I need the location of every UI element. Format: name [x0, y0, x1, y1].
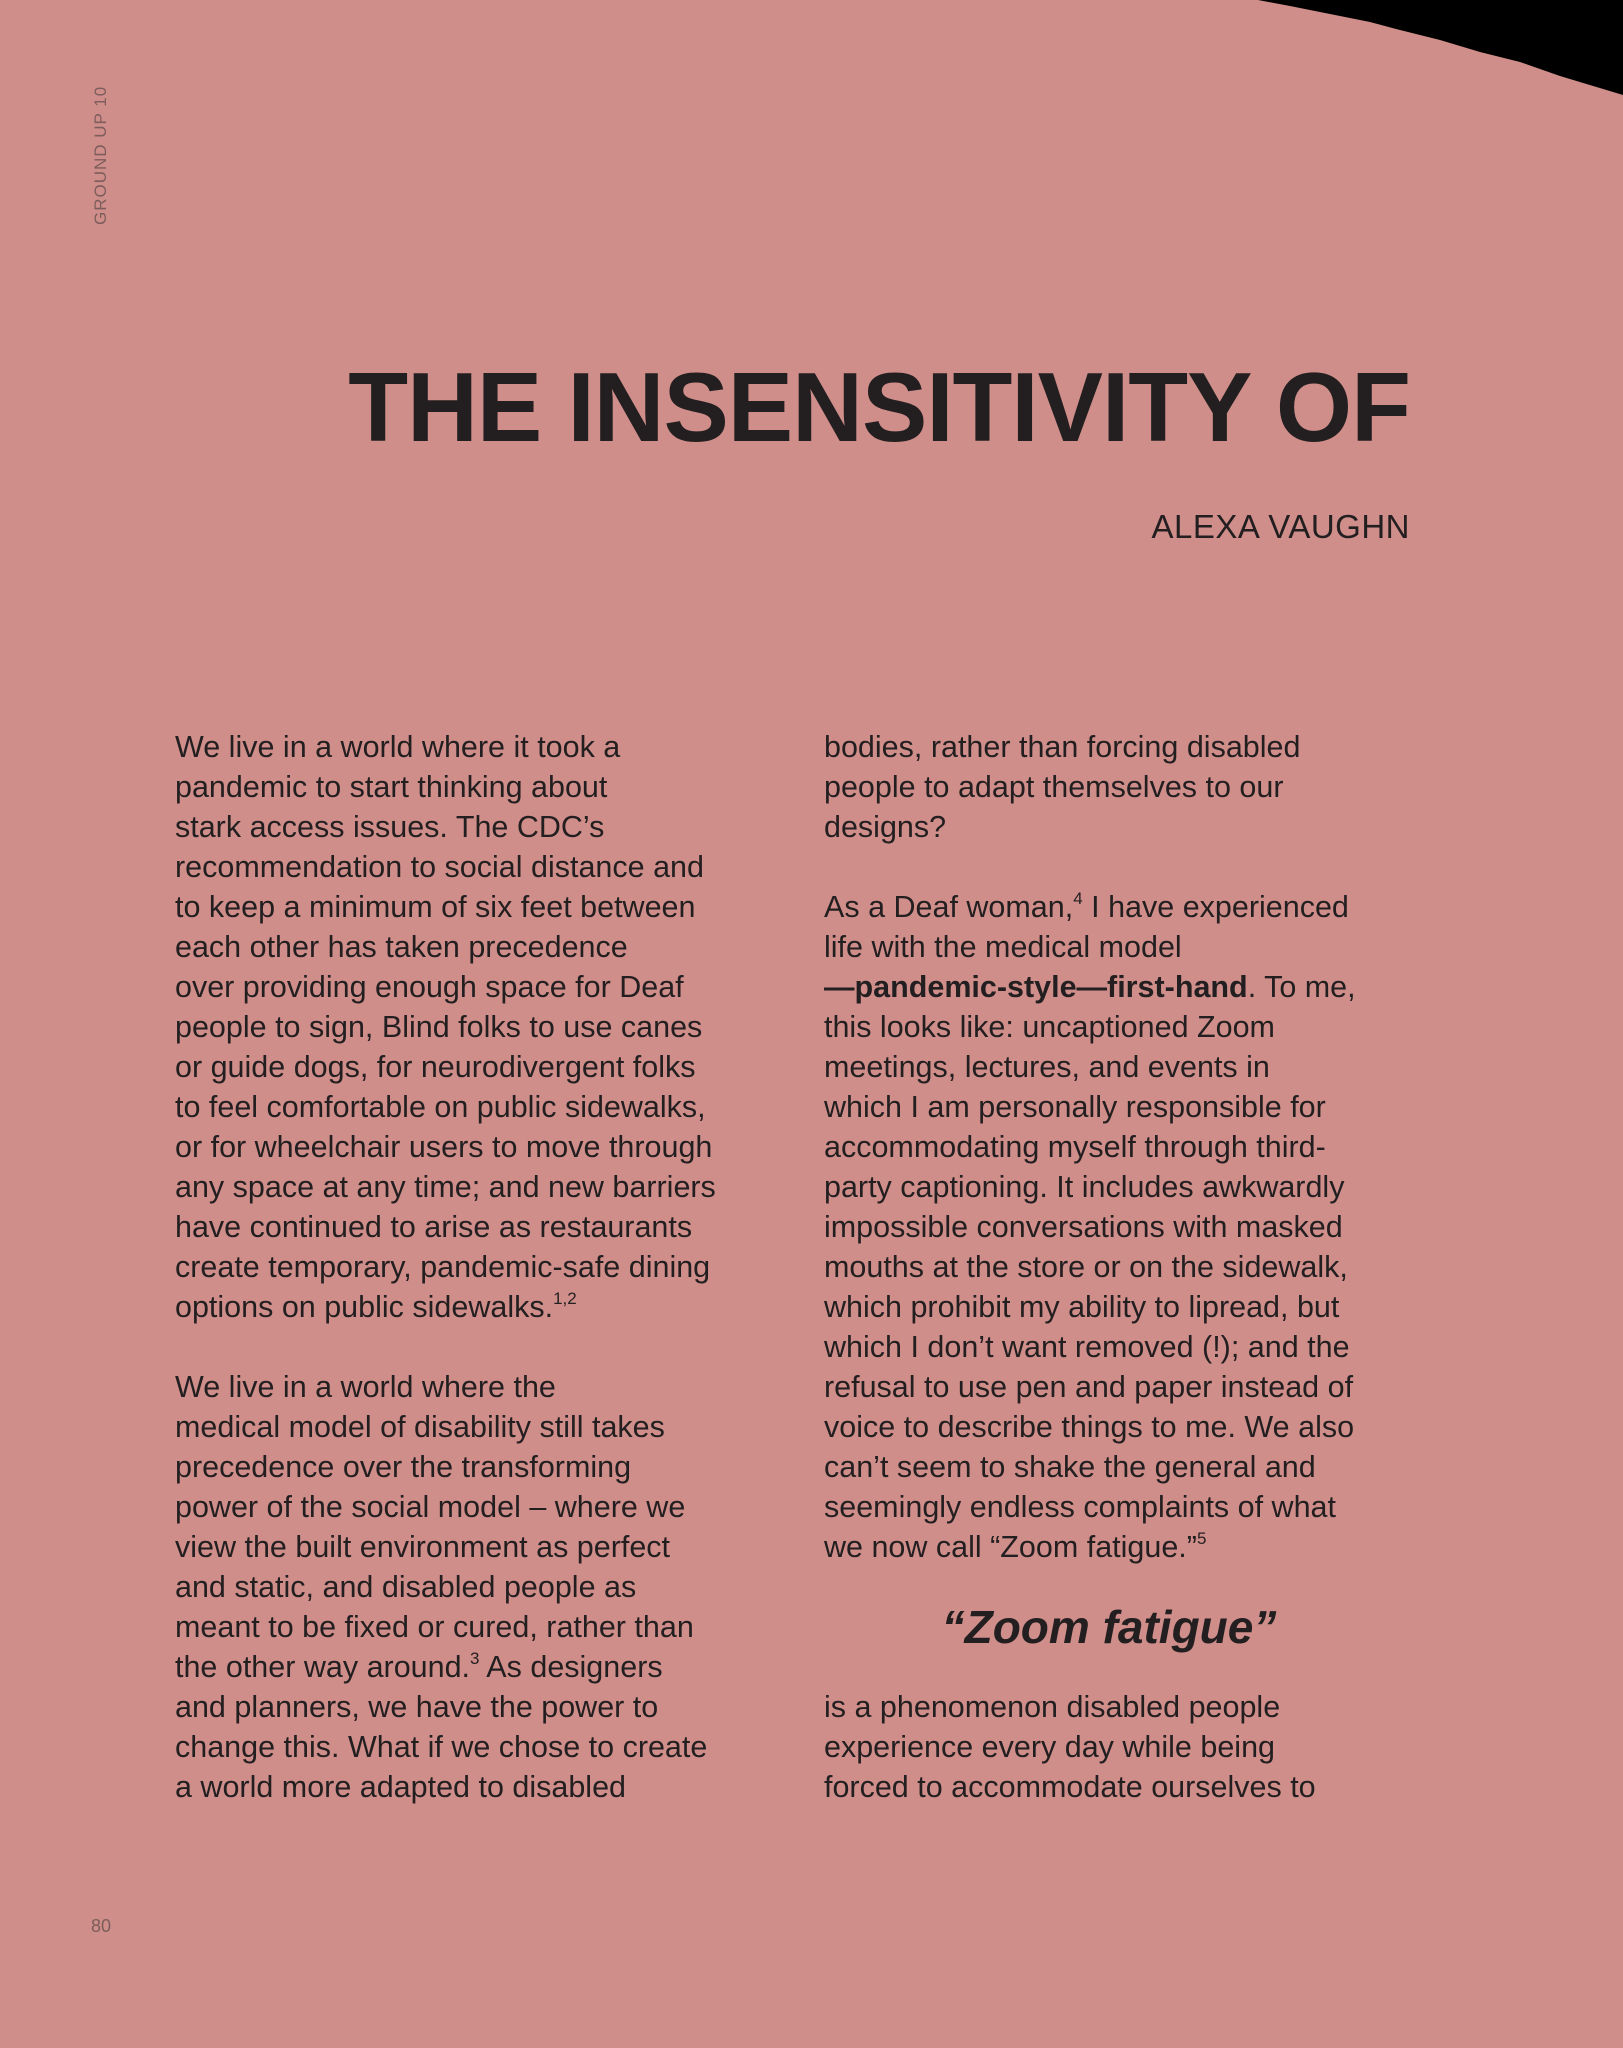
- pull-quote: “Zoom fatigue”: [941, 1601, 1277, 1653]
- text-segment: which prohibit my ability to lipread, but: [824, 1290, 1340, 1324]
- text-segment: As designers: [479, 1650, 663, 1684]
- text-segment: change this. What if we chose to create: [175, 1730, 708, 1764]
- text-segment: or guide dogs, for neurodivergent folks: [175, 1050, 696, 1084]
- text-line: [175, 1287, 785, 1327]
- text-segment: to feel comfortable on public sidewalks,: [175, 1090, 706, 1124]
- text-line: [175, 967, 785, 1007]
- text-segment: bodies, rather than forcing disabled: [824, 730, 1301, 764]
- text-segment: medical model of disability still takes: [175, 1410, 665, 1444]
- torn-black-corner-shape: [0, 0, 1623, 100]
- text-segment: forced to accommodate ourselves to: [824, 1770, 1316, 1804]
- text-line: [824, 1687, 1434, 1727]
- text-segment: party captioning. It includes awkwardly: [824, 1170, 1345, 1204]
- text-segment: voice to describe things to me. We also: [824, 1410, 1355, 1444]
- text-line: [175, 1407, 785, 1447]
- text-segment: We live in a world where it took a: [175, 730, 621, 764]
- text-line: [175, 1207, 785, 1247]
- text-line: [175, 1007, 785, 1047]
- footnote-ref: 1,2: [553, 1289, 577, 1308]
- text-line: [824, 767, 1434, 807]
- text-line: [824, 1167, 1434, 1207]
- text-segment: accommodating myself through third-: [824, 1130, 1326, 1164]
- text-segment: people to sign, Blind folks to use canes: [175, 1010, 703, 1044]
- text-segment: precedence over the transforming: [175, 1450, 632, 1484]
- text-segment: each other has taken precedence: [175, 930, 628, 964]
- text-line: [175, 1607, 785, 1647]
- text-line: [824, 1767, 1434, 1807]
- text-line: [175, 927, 785, 967]
- text-segment: mouths at the store or on the sidewalk,: [824, 1250, 1348, 1284]
- text-line: [824, 1207, 1434, 1247]
- text-line: [824, 1007, 1434, 1047]
- text-line: [175, 767, 785, 807]
- text-segment: which I am personally responsible for: [824, 1090, 1326, 1124]
- footnote-ref: 4: [1073, 889, 1083, 908]
- text-segment: the other way around.: [175, 1650, 471, 1684]
- text-line: [824, 887, 1434, 927]
- text-line: [175, 1087, 785, 1127]
- paragraph-gap: [824, 847, 1434, 887]
- text-line: [824, 1487, 1434, 1527]
- text-segment: people to adapt themselves to our: [824, 770, 1284, 804]
- text-line: [824, 1727, 1434, 1767]
- footnote-ref: 3: [470, 1649, 480, 1668]
- text-segment: is a phenomenon disabled people: [824, 1690, 1281, 1724]
- text-line: [175, 1727, 785, 1767]
- text-segment: power of the social model – where we: [175, 1490, 686, 1524]
- text-line: [175, 1487, 785, 1527]
- text-line: [175, 1567, 785, 1607]
- text-segment: and static, and disabled people as: [175, 1570, 637, 1604]
- text-line: [824, 1087, 1434, 1127]
- text-line: [175, 1127, 785, 1167]
- text-segment: seemingly endless complaints of what: [824, 1490, 1336, 1524]
- text-line: [175, 1767, 785, 1807]
- text-line: [824, 1327, 1434, 1367]
- text-segment: to keep a minimum of six feet between: [175, 890, 696, 924]
- text-line: [175, 1447, 785, 1487]
- text-line: [175, 1647, 785, 1687]
- text-segment: we now call “Zoom fatigue.”: [824, 1530, 1197, 1564]
- text-segment: We live in a world where the: [175, 1370, 556, 1404]
- text-line: [175, 1247, 785, 1287]
- text-line: [824, 927, 1434, 967]
- text-segment: As a Deaf woman,: [824, 890, 1074, 924]
- text-line: [824, 1247, 1434, 1287]
- text-line: [175, 847, 785, 887]
- text-line: [824, 1447, 1434, 1487]
- paragraph-gap: [175, 1327, 785, 1367]
- text-segment: over providing enough space for Deaf: [175, 970, 684, 1004]
- text-segment: a world more adapted to disabled: [175, 1770, 627, 1804]
- text-segment: refusal to use pen and paper instead of: [824, 1370, 1354, 1404]
- text-segment: and planners, we have the power to: [175, 1690, 659, 1724]
- text-segment: or for wheelchair users to move through: [175, 1130, 713, 1164]
- text-line: [175, 1367, 785, 1407]
- text-segment: which I don’t want removed (!); and the: [824, 1330, 1350, 1364]
- text-line: [175, 1047, 785, 1087]
- text-segment: life with the medical model: [824, 930, 1182, 964]
- text-line: [824, 807, 1434, 847]
- text-segment: meant to be fixed or cured, rather than: [175, 1610, 694, 1644]
- text-segment: —pandemic-style—first-hand: [824, 970, 1248, 1004]
- text-segment: options on public sidewalks.: [175, 1290, 554, 1324]
- article-title: THE INSENSITIVITY OF: [348, 352, 1410, 462]
- text-segment: I have experienced: [1082, 890, 1349, 924]
- text-segment: recommendation to social distance and: [175, 850, 704, 884]
- text-line: [824, 1287, 1434, 1327]
- text-segment: have continued to arise as restaurants: [175, 1210, 693, 1244]
- text-line: [175, 727, 785, 767]
- text-line: [175, 807, 785, 847]
- text-line: [824, 1527, 1434, 1567]
- text-segment: experience every day while being: [824, 1730, 1275, 1764]
- text-segment: impossible conversations with masked: [824, 1210, 1343, 1244]
- text-segment: any space at any time; and new barriers: [175, 1170, 716, 1204]
- author-byline: ALEXA VAUGHN: [1151, 508, 1410, 545]
- left-text-column: [175, 727, 785, 1807]
- text-line: [824, 1407, 1434, 1447]
- text-line: [824, 1047, 1434, 1087]
- text-segment: stark access issues. The CDC’s: [175, 810, 605, 844]
- text-line: [175, 1167, 785, 1207]
- text-segment: can’t seem to shake the general and: [824, 1450, 1316, 1484]
- text-line: [175, 1527, 785, 1567]
- text-segment: view the built environment as perfect: [175, 1530, 671, 1564]
- text-segment: . To me,: [1247, 970, 1356, 1004]
- text-segment: this looks like: uncaptioned Zoom: [824, 1010, 1275, 1044]
- text-line: [824, 1127, 1434, 1167]
- text-segment: meetings, lectures, and events in: [824, 1050, 1270, 1084]
- text-line: [824, 967, 1434, 1007]
- text-line: [175, 1687, 785, 1727]
- page-number: 80: [91, 1916, 112, 1936]
- text-segment: create temporary, pandemic-safe dining: [175, 1250, 711, 1284]
- running-head: GROUND UP 10: [91, 85, 110, 225]
- text-line: [175, 887, 785, 927]
- text-line: [824, 1367, 1434, 1407]
- footnote-ref: 5: [1196, 1529, 1207, 1548]
- right-text-column: [824, 727, 1434, 1807]
- text-line: [824, 727, 1434, 767]
- text-segment: designs?: [824, 810, 947, 844]
- text-segment: pandemic to start thinking about: [175, 770, 608, 804]
